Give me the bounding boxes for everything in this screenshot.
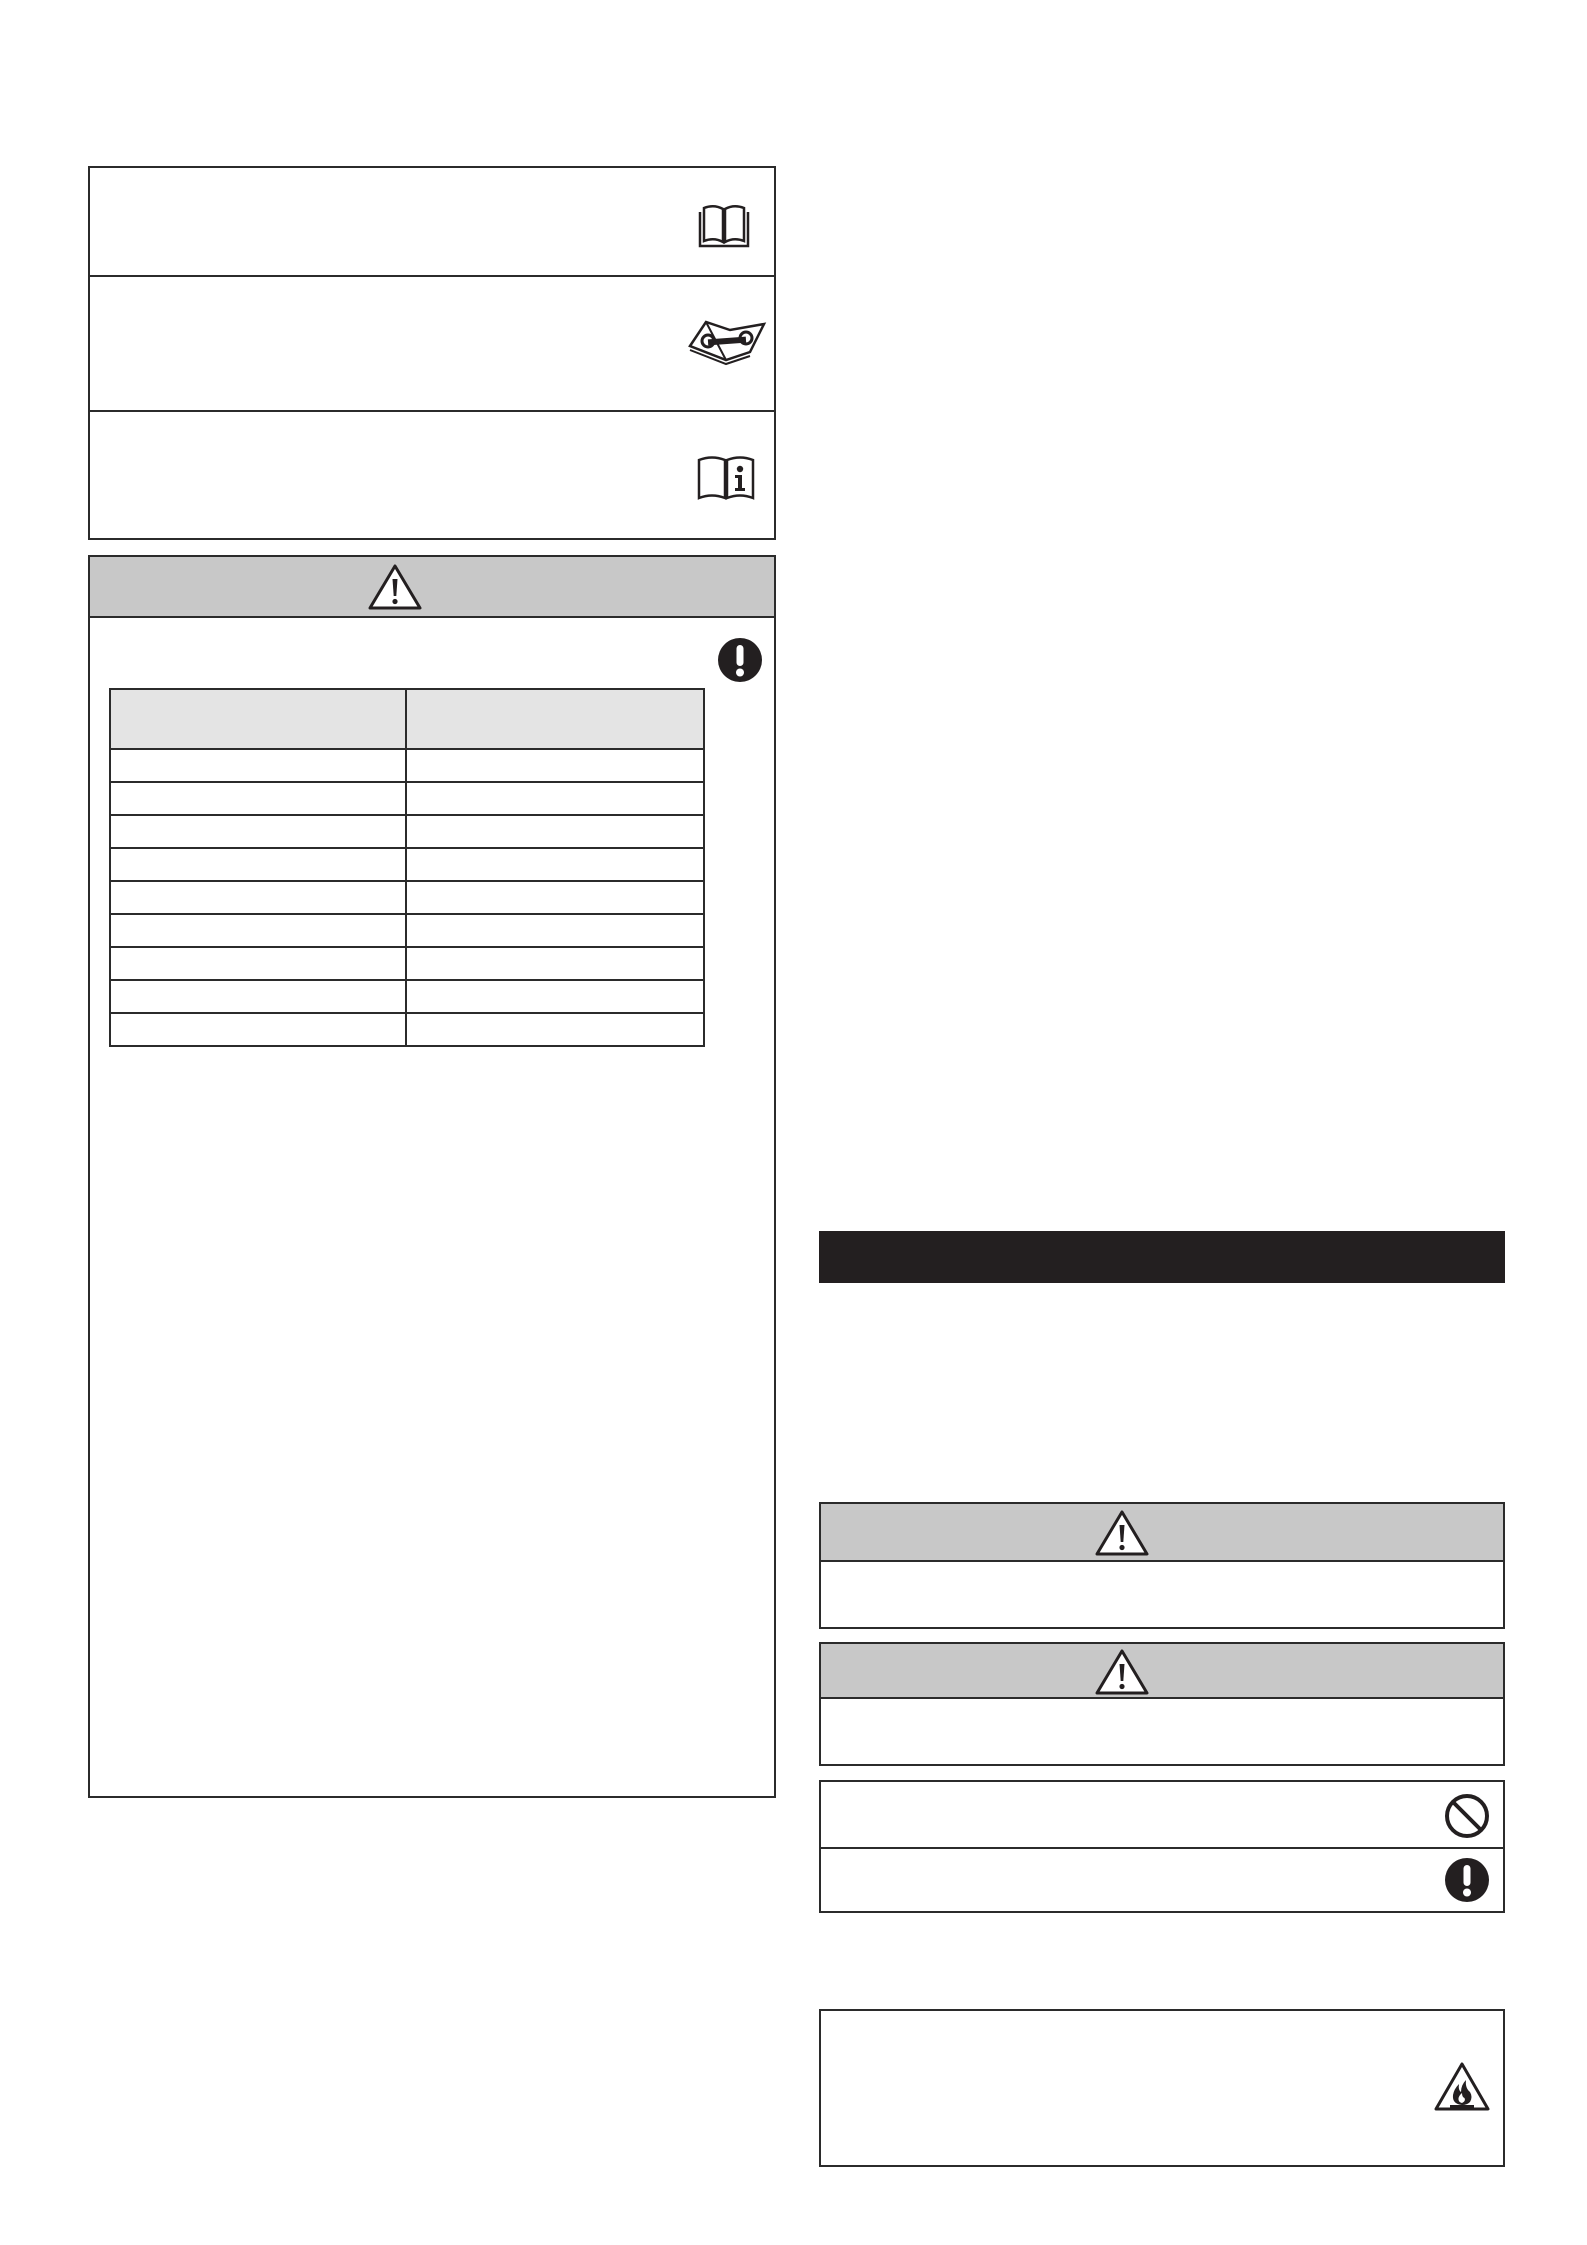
manual-icons-box <box>88 166 776 540</box>
table-cell <box>406 914 704 947</box>
table-cell <box>110 980 406 1013</box>
manual-row-read <box>90 168 774 275</box>
mandatory-exclamation-icon <box>1444 1857 1490 1903</box>
table-header-cell <box>110 689 406 749</box>
info-manual-icon <box>696 454 756 500</box>
mandatory-exclamation-icon <box>717 637 763 683</box>
manual-row-service <box>90 276 774 410</box>
table-row <box>110 749 704 782</box>
flammable-warning-icon <box>1433 2061 1491 2113</box>
table-row <box>110 914 704 947</box>
symbol-legend-box <box>819 1780 1505 1913</box>
warning-triangle-icon <box>367 562 423 612</box>
table-cell <box>406 881 704 914</box>
table-cell <box>110 749 406 782</box>
table-row <box>110 782 704 815</box>
table-row <box>110 947 704 980</box>
prohibited-icon <box>1443 1792 1491 1840</box>
flammable-refrigerant-box <box>819 2009 1505 2167</box>
caution-box <box>819 1642 1505 1766</box>
legend-row-prohibited <box>821 1782 1503 1847</box>
table-cell <box>110 1013 406 1046</box>
warning-triangle-icon <box>1094 1508 1150 1558</box>
table-cell <box>406 947 704 980</box>
warning-band <box>821 1644 1503 1699</box>
table-cell <box>406 749 704 782</box>
table-cell <box>406 1013 704 1046</box>
table-cell <box>110 815 406 848</box>
table-row <box>110 980 704 1013</box>
book-open-icon <box>696 200 752 252</box>
legend-row-mandatory <box>821 1849 1503 1911</box>
table-cell <box>110 881 406 914</box>
table-cell <box>110 848 406 881</box>
table-row <box>110 848 704 881</box>
service-manual-wrench-icon <box>686 316 768 368</box>
manual-row-info <box>90 412 774 538</box>
section-header-bar <box>819 1231 1505 1283</box>
table-cell <box>406 848 704 881</box>
symbol-table <box>109 688 705 1047</box>
table-row <box>110 1013 704 1046</box>
table-row <box>110 815 704 848</box>
left-warning-box <box>88 555 776 1798</box>
table-cell <box>110 947 406 980</box>
table-cell <box>406 815 704 848</box>
warning-triangle-icon <box>1094 1647 1150 1697</box>
table-cell <box>406 980 704 1013</box>
warning-box <box>819 1502 1505 1629</box>
warning-band <box>90 557 774 618</box>
warning-band <box>821 1504 1503 1562</box>
table-cell <box>110 782 406 815</box>
table-cell <box>406 782 704 815</box>
table-header-cell <box>406 689 704 749</box>
table-cell <box>110 914 406 947</box>
table-header-row <box>110 689 704 749</box>
table-row <box>110 881 704 914</box>
